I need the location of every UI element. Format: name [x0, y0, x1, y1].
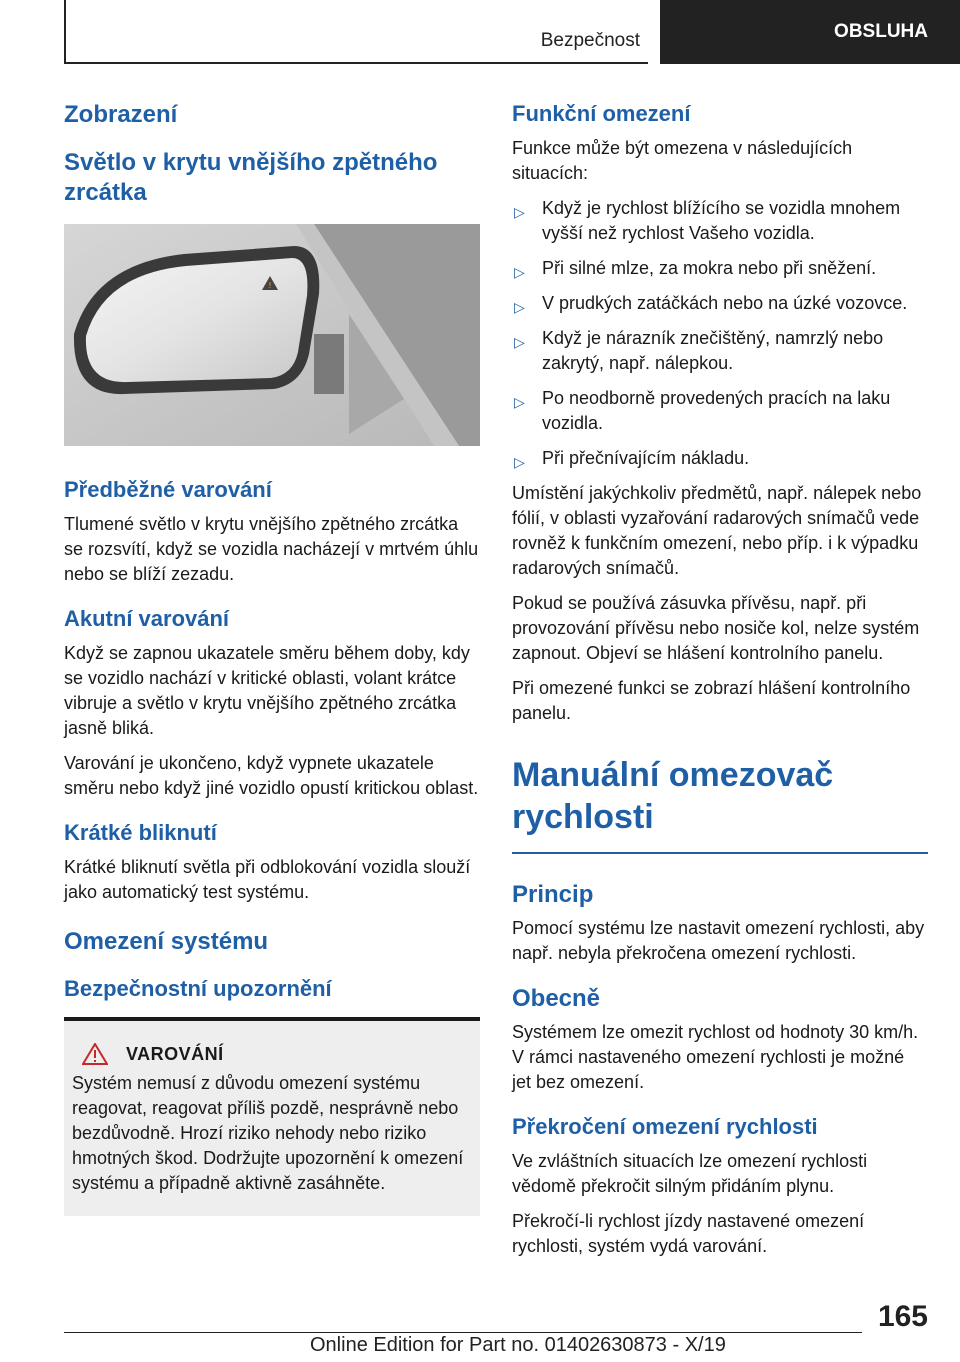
list-item-text: Po neodborně provedených pracích na laku vozidla. — [542, 388, 891, 433]
text-pre-warning: Tlumené světlo v krytu vnějšího zpětného zrcátka se rozsvítí, když se vozidla nacházejí v mrtvém úhlu nebo se blíží zezadu. — [64, 514, 479, 584]
heading-rule — [512, 852, 928, 854]
heading-safety-notes: Bezpečnostní upozornění — [64, 976, 332, 1001]
heading-mirror-light: Světlo v krytu vnějšího zpětného zrcátka — [64, 149, 438, 206]
list-item-text: Při přečnívajícím nákladu. — [542, 448, 750, 468]
header-divider — [64, 0, 66, 64]
list-item-text: Když je rychlost blížícího se vozidla mnohem vyšší než rychlost Vašeho vozidla. — [542, 198, 901, 243]
list-item — [512, 256, 928, 281]
warning-triangle-icon — [82, 1043, 108, 1065]
header-chapter-label: OBSLUHA — [834, 21, 928, 42]
heading-principle: Princip — [512, 881, 594, 908]
text-acute-warning-2: Varování je ukončeno, když vypnete ukazatele směru nebo když jiné vozidlo opustí kritickou oblast. — [64, 753, 479, 798]
list-item-text: Při silné mlze, za mokra nebo při sněžení. — [542, 258, 877, 278]
text-functional-limits: Funkce může být omezena v následujících situacích: — [512, 138, 853, 183]
right-column — [512, 100, 928, 1269]
list-item-text: V prudkých zatáčkách nebo na úzké vozovce. — [542, 293, 908, 313]
heading-functional-limits: Funkční omezení — [512, 101, 691, 126]
footer-edition: Online Edition for Part no. 01402630873 - X/19 — [310, 1334, 726, 1356]
list-item — [512, 386, 928, 436]
list-item — [512, 326, 928, 376]
warning-text: Systém nemusí z důvodu omezení systému reagovat, reagovat příliš pozdě, nesprávně nebo bezdůvodně. Hrozí riziko nehody nebo riziko hmotných škod. Dodržujte upozornění k omezení systému a případně aktivně zasáhněte. — [72, 1073, 464, 1193]
text-trailer-socket: Pokud se používá zásuvka přívěsu, např. při provozování přívěsu nebo nosiče kol, nelze systém zapnout. Objeví se hlášení kontrolního panelu. — [512, 593, 920, 663]
triangle-right-icon: ▷ — [514, 334, 525, 350]
mirror-photo — [64, 224, 480, 446]
text-exceeding-limit-2: Překročí-li rychlost jízdy nastavené omezení rychlosti, systém vydá varování. — [512, 1211, 865, 1256]
triangle-right-icon: ▷ — [514, 204, 525, 220]
svg-text:!: ! — [268, 281, 272, 290]
heading-manual-speed-limiter: Manuální omezovač rychlosti — [512, 756, 834, 836]
footer-rule — [64, 1332, 862, 1333]
heading-exceeding-limit: Překročení omezení rychlosti — [512, 1114, 818, 1139]
text-limited-function-message: Při omezené funkci se zobrazí hlášení kontrolního panelu. — [512, 678, 911, 723]
list-item — [512, 291, 928, 316]
heading-system-limits: Omezení systému — [64, 928, 269, 955]
triangle-right-icon: ▷ — [514, 264, 525, 280]
text-short-blink: Krátké bliknutí světla při odblokování vozidla slouží jako automatický test systému. — [64, 857, 471, 902]
text-principle: Pomocí systému lze nastavit omezení rychlosti, aby např. nebyla překročena omezení rychlosti. — [512, 918, 925, 963]
header-underline — [64, 62, 648, 64]
limits-list — [512, 196, 928, 471]
heading-display: Zobrazení — [64, 101, 178, 128]
triangle-right-icon: ▷ — [514, 299, 525, 315]
page-number: 165 — [877, 1300, 928, 1333]
text-acute-warning-1: Když se zapnou ukazatele směru během doby, kdy se vozidlo nachází v kritické oblasti, volant krátce vibruje a světlo v krytu vnějšího zpětného zrcátka jasně bliká. — [64, 643, 470, 738]
text-exceeding-limit-1: Ve zvláštních situacích lze omezení rychlosti vědomě překročit silným přidáním plynu. — [512, 1151, 868, 1196]
heading-short-blink: Krátké bliknutí — [64, 820, 217, 845]
warning-box — [64, 1017, 480, 1216]
warning-title: VAROVÁNÍ — [126, 1043, 224, 1064]
heading-pre-warning: Předběžné varování — [64, 477, 272, 502]
header-section-title: Bezpečnost — [540, 30, 640, 51]
heading-acute-warning: Akutní varování — [64, 606, 230, 631]
list-item — [512, 446, 928, 471]
triangle-right-icon: ▷ — [514, 394, 525, 410]
header-chapter-tab — [660, 0, 960, 64]
list-item-text: Když je nárazník znečištěný, namrzlý nebo zakrytý, např. nálepkou. — [542, 328, 884, 373]
heading-general: Obecně — [512, 985, 601, 1012]
list-item — [512, 196, 928, 246]
text-general: Systémem lze omezit rychlost od hodnoty 30 km/h. V rámci nastaveného omezení rychlosti je možné jet bez omezení. — [512, 1022, 919, 1092]
left-column — [64, 100, 480, 1216]
triangle-right-icon: ▷ — [514, 454, 525, 470]
warning-title-row — [72, 1043, 472, 1065]
text-object-placement: Umístění jakýchkoliv předmětů, např. nálepek nebo fólií, v oblasti vyzařování radarových snímačů vede rovněž k funkčním omezení, nebo příp. i k výpadku radarových snímačů. — [512, 483, 922, 578]
